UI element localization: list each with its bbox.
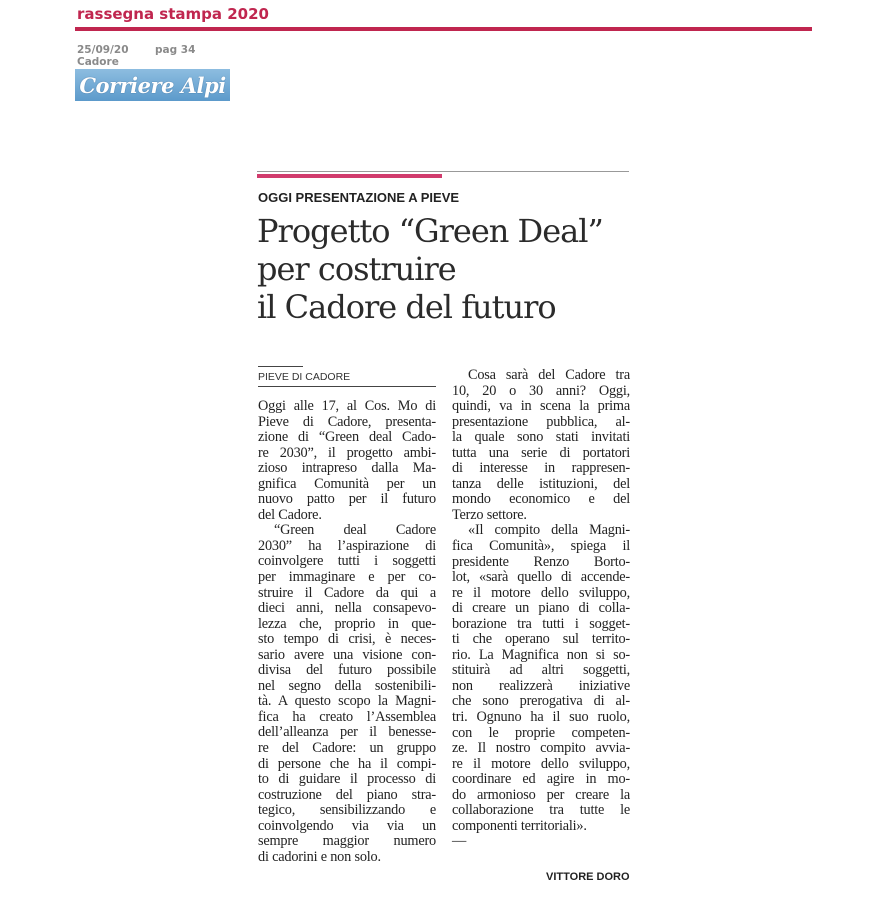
text-line: tà. A questo scopo la Magni- [258, 693, 436, 710]
text-line: nel segno della sostenibili- [258, 677, 436, 694]
article-column-left [258, 399, 436, 865]
text-line: dieci anni, nella consapevo- [258, 600, 436, 617]
text-line: tanza delle istituzioni, del [452, 475, 630, 492]
text-line: tegico, sensibilizzando e [258, 802, 436, 819]
headline-line: il Cadore del futuro [257, 288, 556, 326]
article-accent-bar [257, 174, 442, 178]
text-line: del Cadore. [258, 506, 322, 523]
text-line: Pieve di Cadore, presenta- [258, 413, 436, 430]
text-line: tri. Ognuno ha il suo ruolo, [452, 709, 630, 726]
text-line: stituirà ad altri soggetti, [452, 662, 630, 679]
press-review-title: rassegna stampa 2020 [77, 5, 269, 23]
text-line: re il motore dello sviluppo, [452, 584, 630, 601]
text-line: con le proprie competen- [452, 724, 630, 741]
text-line: coinvolgere tutti i soggetti [258, 553, 436, 570]
text-line: ze. Il nostro compito avvia- [452, 740, 630, 757]
text-line: borazione tra tutti i sogget- [452, 615, 630, 632]
article-dateline: PIEVE DI CADORE [258, 371, 351, 383]
text-line: nuovo patto per il futuro [258, 491, 436, 508]
text-line: costruzione del piano stra- [258, 786, 436, 803]
text-line: lezza che, proprio in que- [258, 615, 436, 632]
article-top-rule [257, 171, 629, 172]
article-headline [257, 212, 637, 326]
text-line: sario avere una visione con- [258, 646, 436, 663]
text-line: di persone che ha il compi- [258, 755, 436, 772]
text-line: coinvolgendo via via un [258, 817, 436, 834]
text-line: re il motore dello sviluppo, [452, 755, 630, 772]
text-line: lot, «sarà quello di accende- [452, 569, 630, 586]
text-line: componenti territoriali». [452, 817, 587, 834]
text-line: — [452, 833, 467, 850]
text-line: presentazione pubblica, al- [452, 413, 630, 430]
text-line: dell’alleanza per il benesse- [258, 724, 436, 741]
text-line: di interesse in rappresen- [452, 460, 630, 477]
text-line: di creare un piano di colla- [452, 600, 630, 617]
headline-line: per costruire [257, 250, 456, 288]
text-line: Cosa sarà del Cadore tra [468, 367, 630, 383]
article-column-right [452, 368, 630, 850]
text-line: collaborazione tra tutte le [452, 802, 630, 819]
text-line: gnifica Comunità per un [258, 475, 436, 492]
column-divider [258, 386, 436, 387]
text-line: fica Comunità», spiega il [452, 538, 630, 555]
text-line: sto tempo di crisi, è neces- [258, 631, 436, 648]
text-line: ti che operano sul territo- [452, 631, 630, 648]
edition-name: Cadore [77, 56, 119, 68]
text-line: zione di “Green deal Cado- [258, 429, 436, 446]
page-number: pag 34 [155, 44, 196, 56]
text-line: che sono prerogativa di al- [452, 693, 630, 710]
dateline-rule [258, 366, 303, 367]
text-line: divisa del futuro possibile [258, 662, 436, 679]
article-kicker: OGGI PRESENTAZIONE A PIEVE [258, 190, 460, 205]
header-divider [75, 27, 812, 31]
text-line: tutta una serie di portatori [452, 444, 630, 461]
headline-line: Progetto “Green Deal” [257, 212, 603, 250]
text-line: to di guidare il processo di [258, 771, 436, 788]
text-line: mondo economico e del [452, 491, 630, 508]
text-line: «Il compito della Magni- [468, 522, 630, 539]
text-line: struire il Cadore da qui a [258, 584, 436, 601]
text-line: zioso intrapreso dalla Ma- [258, 460, 436, 477]
text-line: Terzo settore. [452, 506, 527, 523]
text-line: “Green deal Cadore [274, 522, 436, 539]
text-line: 2030” ha l’aspirazione di [258, 537, 436, 554]
text-line: di cadorini e non solo. [258, 848, 381, 865]
text-line: non realizzerà iniziative [452, 677, 630, 694]
publication-date: 25/09/20 [77, 44, 129, 56]
newspaper-logo-text: Corriere Alpi [79, 72, 226, 98]
text-line: re del Cadore: un gruppo [258, 740, 436, 757]
text-line: do armonioso per creare la [452, 786, 630, 803]
text-line: presidente Renzo Borto- [452, 553, 630, 570]
text-line: fica ha creato l’Assemblea [258, 708, 436, 725]
text-line: la quale sono stati invitati [452, 429, 630, 446]
text-line: re 2030”, il progetto ambi- [258, 444, 436, 461]
text-line: coordinare ed agire in mo- [452, 771, 630, 788]
newspaper-logo [75, 69, 230, 101]
text-line: rio. La Magnifica non si so- [452, 646, 630, 663]
text-line: Oggi alle 17, al Cos. Mo di [258, 398, 436, 414]
text-line: quindi, va in scena la prima [452, 398, 630, 415]
text-line: 10, 20 o 30 anni? Oggi, [452, 382, 630, 399]
text-line: per immaginare e per co- [258, 569, 436, 586]
article-byline: VITTORE DORO [546, 871, 630, 883]
text-line: sempre maggior numero [258, 833, 436, 850]
